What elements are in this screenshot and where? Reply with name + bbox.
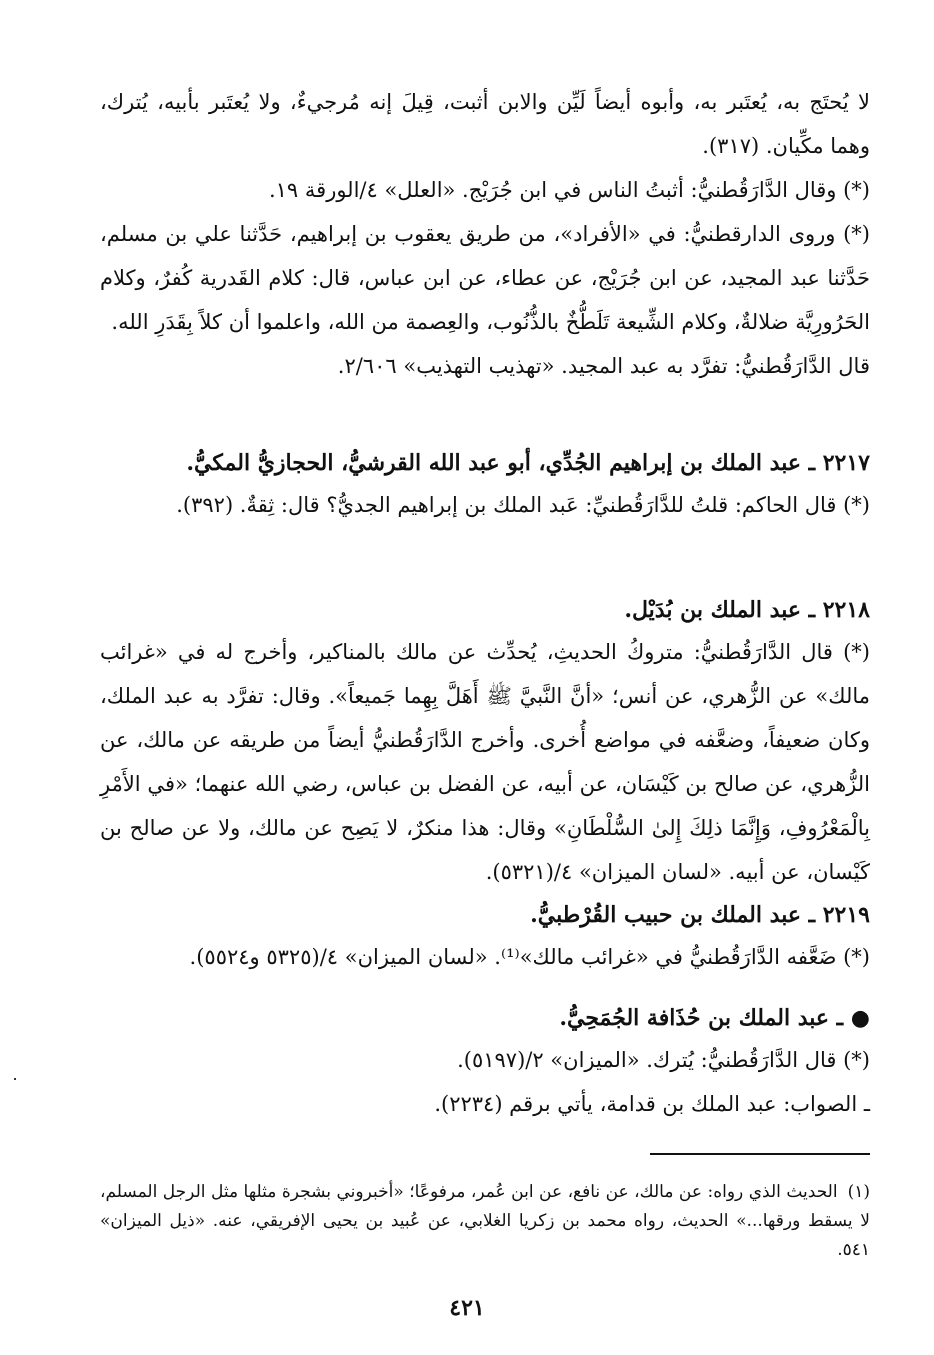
entry-2218 <box>100 590 870 894</box>
entry-2217 <box>100 443 870 527</box>
paragraph-gharaib-malik: (*) ضَعَّفه الدَّارَقُطنيُّ في «غرائب مالك»⁽¹⁾. «لسان الميزان» ٤/(٥٣٢٥ و٥٥٢٤). <box>189 945 870 969</box>
entry-hudhafa <box>100 998 870 1126</box>
paragraph-tahdhib-reference: قال الدَّارَقُطنيُّ: تفرَّد به عبد المجيد. «تهذيب التهذيب» ٢/٦٠٦. <box>337 354 870 378</box>
margin-speck <box>14 1078 16 1080</box>
paragraph-matruk-hadith: (*) قال الدَّارَقُطنيُّ: متروكُ الحديثِ، يُحدِّث عن مالك بالمناكير، وأخرج له في «غرائب مالك» عن الزُّهري، عن أنس؛ «أنَّ النَّبيَّ ﷺ أَهَلَّ بِهِما جَميعاً». وقال: تفرَّد به عبد الملك، وكان ضعيفاً، وضعَّفه في مواضع أُخرى. وأخرج الدَّارَقُطنيُّ أيضاً من طريقه عن مالك، عن الزُّهري، عن صالح بن كَيْسَان، عن أبيه، عن الفضل بن عباس، رضي الله عنهما؛ «في الأَمْرِ بِالْمَعْرُوفِ، وَإِنَّمَا ذلِكَ إِلىٰ السُّلْطَانِ» وقال: هذا منكرٌ، لا يَصِح عن مالك، ولا عن صالح بن كَيْسان، عن أبيه. «لسان الميزان» ٤/(٥٣٢١). <box>100 640 870 884</box>
entry-title-2219: ٢٢١٩ ـ عبد الملك بن حبيب القُرْطبيُّ. <box>530 902 870 928</box>
entry-title-2218: ٢٢١٨ ـ عبد الملك بن بُدَيْل. <box>624 597 870 623</box>
paragraph-afrad-narration: (*) وروى الدارقطنيُّ: في «الأفراد»، من طريق يعقوب بن إبراهيم، حَدَّثنا علي بن مسلم، حَدَّثنا عبد المجيد، عن ابن جُرَيْج، عن عطاء، عن ابن عباس، قال: كلام القَدرية كُفرٌ، وكلام الحَرُورِيَّة ضلالةٌ، وكلام الشِّيعة تَلَطُّخٌ بالذُّنُوب، والعِصمة من الله، واعلموا أن كلاً بِقَدَرِ الله. <box>100 222 870 334</box>
footnote-number: (١) <box>847 1182 870 1202</box>
paragraph-yutrak: (*) قال الدَّارَقُطنيُّ: يُترك. «الميزان» ٢/(٥١٩٧). <box>457 1048 870 1072</box>
footnote-divider <box>650 1153 870 1155</box>
footnote-1 <box>100 1178 870 1265</box>
paragraph-continuation: لا يُحتَج به، يُعتَبر به، وأبوه أيضاً لَيِّن والابن أثبت، قِيلَ إنه مُرجيءٌ، ولا يُعتَبر بأبيه، يُترك، وهما مكِّيان. (٣١٧). <box>100 90 870 158</box>
page-number: ٤٢١ <box>449 1295 485 1321</box>
paragraph-daraqutni-ibn-jurayj: (*) وقال الدَّارَقُطنيُّ: أثبتُ الناس في ابن جُرَيْج. «العلل» ٤/الورقة ١٩. <box>268 178 870 202</box>
footnotes <box>100 1178 870 1265</box>
footnote-text: الحديث الذي رواه: عن مالك، عن نافع، عن ابن عُمر، مرفوعًا؛ «أخبروني بشجرة مثلها مثل الرجل المسلم، لا يسقط ورقها...» الحديث، رواه محمد بن زكريا الغلابي، عن عُبيد بن يحيى الإفريقي، عنه. «ذيل الميزان» ٥٤١. <box>100 1182 870 1260</box>
paragraph-correction: ـ الصواب: عبد الملك بن قدامة، يأتي برقم (٢٢٣٤). <box>434 1092 870 1116</box>
entry-title-2217: ٢٢١٧ ـ عبد الملك بن إبراهيم الجُدِّي، أبو عبد الله القرشيُّ، الحجازيُّ المكيُّ. <box>186 450 870 476</box>
main-text <box>100 80 870 388</box>
entry-title-hudhafa: ● ـ عبد الملك بن حُذَافة الجُمَحِيُّ. <box>559 1005 870 1031</box>
entry-2219 <box>100 895 870 979</box>
paragraph-hakim-question: (*) قال الحاكم: قلتُ للدَّارَقُطنيِّ: عَبد الملك بن إبراهيم الجديُّ؟ قال: ثِقةٌ. (٣٩٢). <box>176 493 870 517</box>
